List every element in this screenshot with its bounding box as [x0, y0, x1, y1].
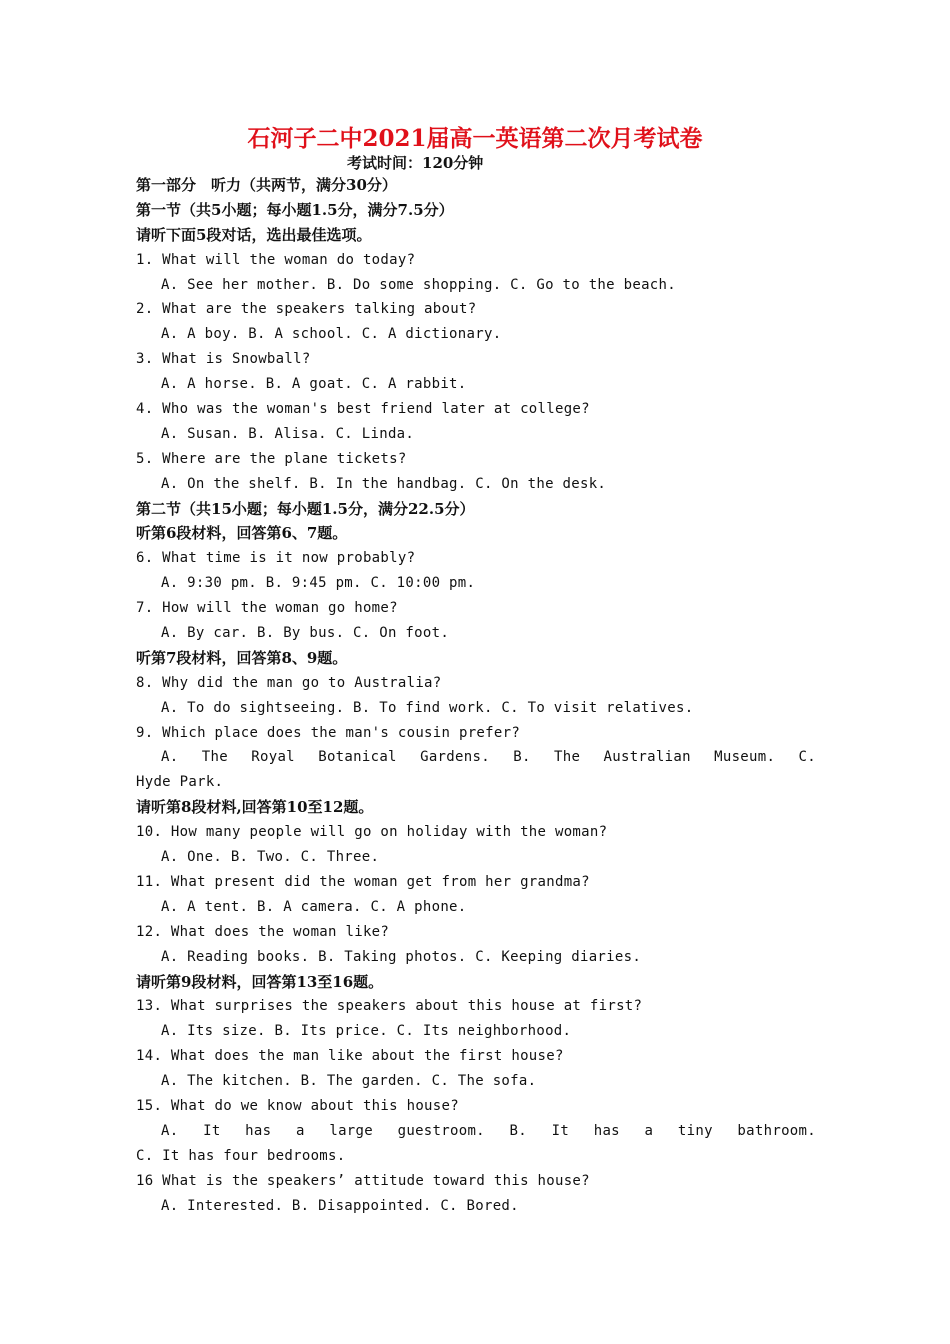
options-line: A. To do sightseeing. B. To find work. C. To visit relatives.: [161, 699, 694, 716]
section-heading: 请听第9段材料，回答第13至16题。: [136, 972, 384, 991]
question-line: 1. What will the woman do today?: [136, 251, 416, 268]
section-heading: 第一节（共5小题；每小题1.5分，满分7.5分）: [136, 200, 454, 219]
exam-time: 考试时间：120分钟: [347, 154, 484, 172]
section-heading: 第二节（共15小题；每小题1.5分，满分22.5分）: [136, 499, 475, 518]
options-line: A. A horse. B. A goat. C. A rabbit.: [161, 376, 467, 393]
question-line: 2. What are the speakers talking about?: [136, 301, 477, 318]
options-line: A. 9:30 pm. B. 9:45 pm. C. 10:00 pm.: [161, 575, 476, 592]
options-line: A. One. B. Two. C. Three.: [161, 849, 380, 866]
question-line: 8. Why did the man go to Australia?: [136, 674, 442, 691]
question-line: 6. What time is it now probably?: [136, 550, 416, 567]
options-line: A. On the shelf. B. In the handbag. C. On the desk.: [161, 475, 607, 492]
options-line: A. Reading books. B. Taking photos. C. Keeping diaries.: [161, 948, 642, 965]
question-line: 10. How many people will go on holiday with the woman?: [136, 824, 608, 841]
section-heading: 听第7段材料，回答第8、9题。: [136, 648, 348, 667]
options-line: A. See her mother. B. Do some shopping. C. Go to the beach.: [161, 276, 676, 293]
question-line: 13. What surprises the speakers about this house at first?: [136, 998, 643, 1015]
section-heading: 听第6段材料，回答第6、7题。: [136, 524, 348, 543]
options-line: A. Its size. B. Its price. C. Its neighborhood.: [161, 1023, 572, 1040]
question-line: Hyde Park.: [136, 774, 224, 791]
options-line: A. Interested. B. Disappointed. C. Bored.: [161, 1197, 519, 1214]
section-heading: 第一部分 听力（共两节，满分30分）: [136, 176, 397, 194]
options-line: A. By car. B. By bus. C. On foot.: [161, 625, 450, 642]
question-line: 4. Who was the woman's best friend later at college?: [136, 401, 590, 418]
question-line: 11. What present did the woman get from her grandma?: [136, 873, 590, 890]
question-line: 12. What does the woman like?: [136, 923, 390, 940]
question-line: 3. What is Snowball?: [136, 351, 311, 368]
question-line: 15. What do we know about this house?: [136, 1097, 459, 1114]
options-line: A. The kitchen. B. The garden. C. The sofa.: [161, 1073, 537, 1090]
question-line: 14. What does the man like about the first house?: [136, 1048, 564, 1065]
section-heading: 请听下面5段对话，选出最佳选项。: [136, 225, 372, 244]
exam-content: [136, 173, 816, 1218]
question-line: 7. How will the woman go home?: [136, 600, 398, 617]
options-line: A. A boy. B. A school. C. A dictionary.: [161, 326, 502, 343]
question-line: 5. Where are the plane tickets?: [136, 450, 407, 467]
options-line: A. Susan. B. Alisa. C. Linda.: [161, 425, 415, 442]
options-line: A. It has a large guestroom. B. It has a tiny bathroom.: [161, 1122, 816, 1139]
question-line: 9. Which place does the man's cousin prefer?: [136, 724, 521, 741]
question-line: 16 What is the speakers’ attitude toward this house?: [136, 1172, 590, 1189]
question-line: C. It has four bedrooms.: [136, 1147, 346, 1164]
options-line: A. A tent. B. A camera. C. A phone.: [161, 898, 467, 915]
section-heading: 请听第8段材料,回答第10至12题。: [136, 798, 374, 817]
exam-title: 石河子二中2021届高一英语第二次月考试卷: [247, 125, 703, 152]
options-line: A. The Royal Botanical Gardens. B. The Australian Museum. C.: [161, 749, 816, 766]
